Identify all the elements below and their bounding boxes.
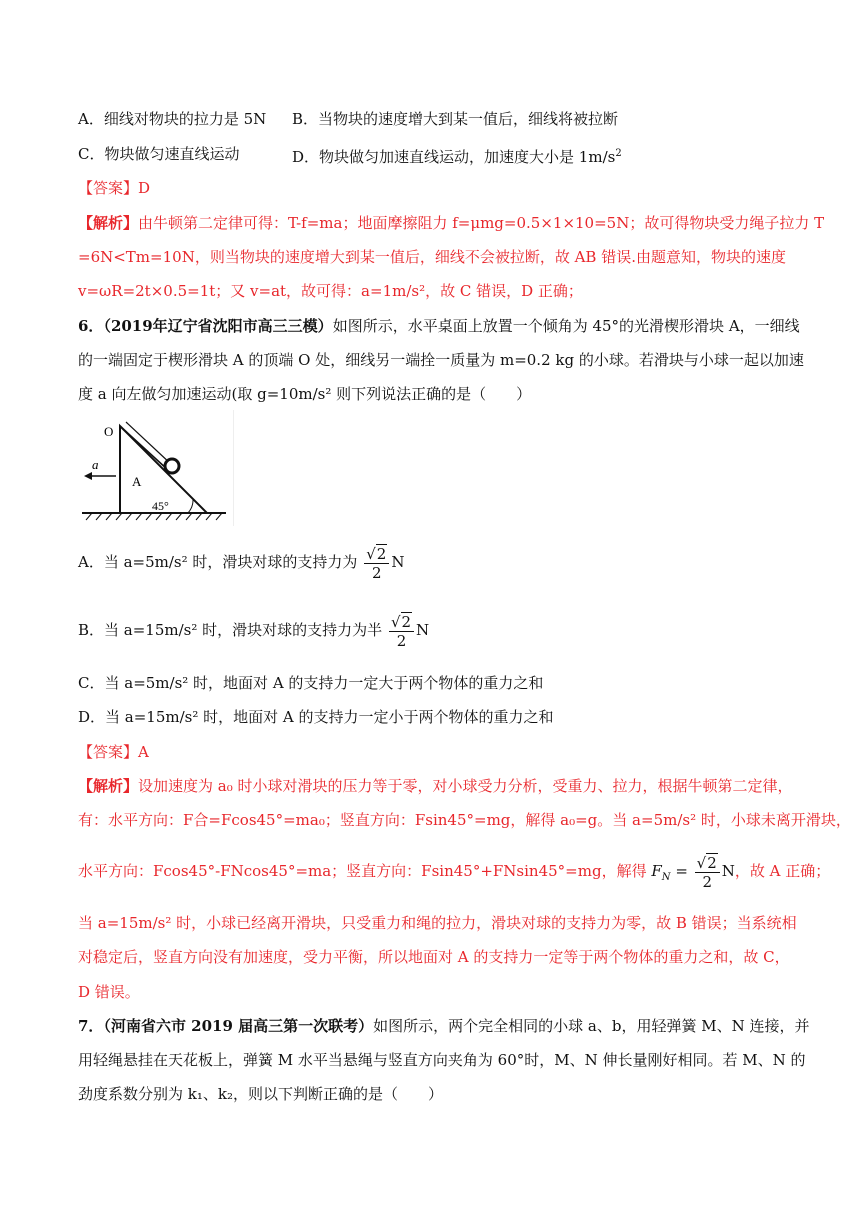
label-wedge-a: A [132, 474, 142, 489]
q5-answer: 【答案】D [78, 179, 151, 197]
label-a: a [92, 457, 99, 472]
q6-analysis-line2: 有：水平方向：F合=Fcos45°=ma₀；竖直方向：Fsin45°=mg，解得 a₀=g。当 a=5m/s² 时，小球未离开滑块， [78, 811, 851, 829]
q6-answer: 【答案】A [78, 743, 149, 761]
q5-analysis-line1: 【解析】由牛顿第二定律可得：T-f=ma；地面摩擦阻力 f=μmg=0.5×1×10=5N；故可得物块受力绳子拉力 T [78, 214, 825, 232]
q6-option-c: C．当 a=5m/s² 时，地面对 A 的支持力一定大于两个物体的重力之和 [78, 674, 544, 692]
q6-analysis-line1: 【解析】设加速度为 a₀ 时小球对滑块的压力等于零，对小球受力分析，受重力、拉力，根据牛顿第二定律， [78, 777, 793, 795]
q5-option-d: D．物块做匀加速直线运动，加速度大小是 $1m/s^2$ [292, 148, 622, 166]
wedge-diagram [76, 410, 234, 526]
label-o: O [104, 424, 114, 439]
q7-stem-line2: 用轻绳悬挂在天花板上，弹簧 M 水平当悬绳与竖直方向夹角为 60°时，M、N 伸长量刚好相同。若 M、N 的 [78, 1051, 806, 1069]
q6-analysis-line4: 当 a=15m/s² 时，小球已经离开滑块，只受重力和绳的拉力，滑块对球的支持力为零，故 B 错误；当系统相 [78, 914, 797, 932]
fraction-sqrt2-over-2: $\frac{√2}{2}$ [389, 613, 414, 650]
q6-analysis-line6: D 错误。 [78, 983, 140, 1001]
q6-option-a: A．当 a=5m/s² 时，滑块对球的支持力为 $\frac{√2}{2}$ N [78, 544, 405, 582]
q5-option-a: A．细线对物块的拉力是 5N [78, 110, 267, 128]
q7-stem-line3: 劲度系数分别为 k₁、k₂，则以下判断正确的是（ ） [78, 1085, 443, 1103]
q6-stem-line2: 的一端固定于楔形滑块 A 的顶端 O 处，细线另一端拴一质量为 m=0.2 kg 的小球。若滑块与小球一起以加速 [78, 351, 804, 369]
q6-analysis-line3: 水平方向：Fcos45°-FNcos45°=ma；竖直方向：Fsin45°+FNsin45°=mg，解得 $F_N$ = $\frac{√2}{2}$ N，故 A 正确； [78, 853, 831, 891]
q6-option-b: B．当 a=15m/s² 时，滑块对球的支持力为半 $\frac{√2}{2}$ N [78, 612, 430, 650]
q6-stem-line3: 度 a 向左做匀加速运动(取 g=10m/s² 则下列说法正确的是（ ） [78, 385, 532, 403]
fraction-sqrt2-over-2: $\frac{√2}{2}$ [364, 545, 389, 582]
label-angle: 45° [152, 499, 169, 513]
q6-analysis-line5: 对稳定后，竖直方向没有加速度，受力平衡，所以地面对 A 的支持力一定等于两个物体的重力之和，故 C， [78, 948, 790, 966]
q5-analysis-line2: =6N<Tm=10N，则当物块的速度增大到某一值后，细线不会被拉断，故 AB 错误.由题意知，物块的速度 [78, 248, 786, 266]
q6-option-d: D．当 a=15m/s² 时，地面对 A 的支持力一定小于两个物体的重力之和 [78, 708, 554, 726]
q5-analysis-line3: v=ωR=2t×0.5=1t；又 v=at，故可得：a=1m/s²，故 C 错误，D 正确； [78, 282, 583, 300]
q7-source: （河南省六市 2019 届高三第一次联考） [103, 1017, 374, 1035]
q5-option-b: B．当物块的速度增大到某一值后，细线将被拉断 [292, 110, 619, 128]
q5-option-c: C．物块做匀速直线运动 [78, 145, 240, 163]
ball [165, 459, 179, 473]
fraction-sqrt2-over-2: $\frac{√2}{2}$ [695, 854, 720, 891]
q7-stem-line1: 7．（河南省六市 2019 届高三第一次联考）如图所示，两个完全相同的小球 a、b，用轻弹簧 M、N 连接，并 [78, 1017, 810, 1035]
q6-stem-line1: 6．（2019年辽宁省沈阳市高三三模）如图所示，水平桌面上放置一个倾角为 45°的光滑楔形滑块 A，一细线 [78, 317, 800, 335]
q6-source: （2019年辽宁省沈阳市高三三模） [103, 317, 333, 335]
